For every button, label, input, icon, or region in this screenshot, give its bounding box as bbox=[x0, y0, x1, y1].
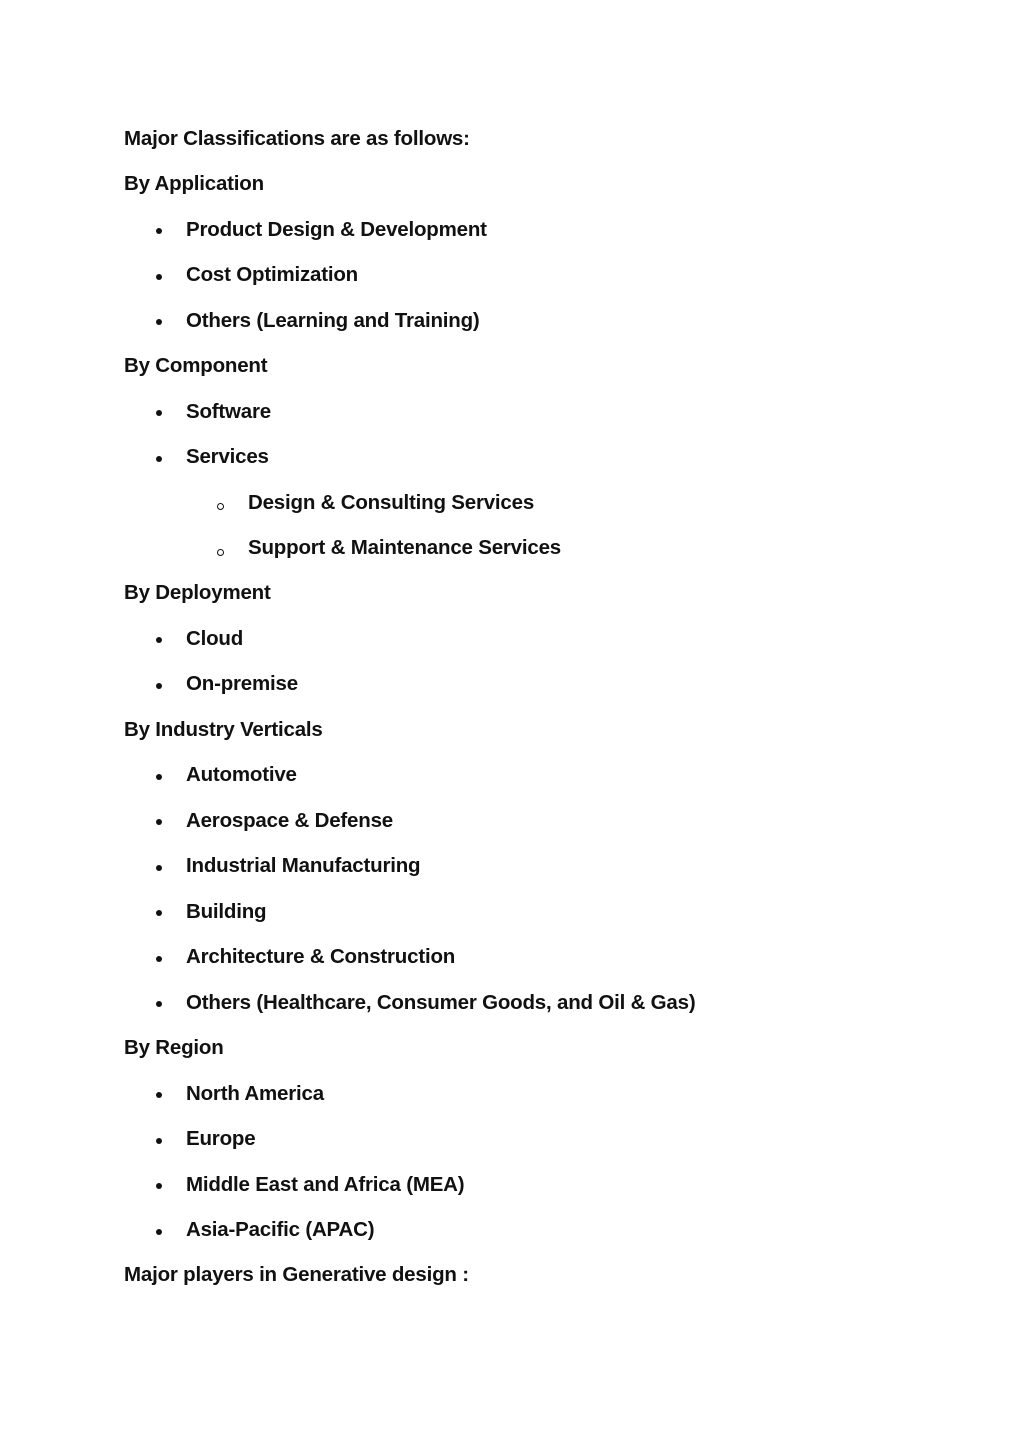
list-item: Middle East and Africa (MEA) bbox=[186, 1173, 465, 1196]
closing-heading: Major players in Generative design : bbox=[124, 1263, 469, 1286]
bullet-icon bbox=[156, 865, 162, 871]
bullet-icon bbox=[156, 1229, 162, 1235]
section-heading-component: By Component bbox=[124, 354, 268, 377]
intro-heading: Major Classifications are as follows: bbox=[124, 127, 470, 150]
bullet-icon bbox=[156, 1092, 162, 1098]
bullet-icon bbox=[156, 956, 162, 962]
list-item: Software bbox=[186, 400, 271, 423]
list-item: Europe bbox=[186, 1127, 256, 1150]
bullet-icon bbox=[156, 410, 162, 416]
list-item: Services bbox=[186, 445, 269, 468]
list-item: Product Design & Development bbox=[186, 218, 487, 241]
bullet-icon bbox=[156, 1183, 162, 1189]
bullet-icon bbox=[156, 819, 162, 825]
bullet-icon bbox=[156, 1138, 162, 1144]
list-item: Automotive bbox=[186, 763, 297, 786]
bullet-icon bbox=[156, 319, 162, 325]
list-item: On-premise bbox=[186, 672, 298, 695]
section-heading-industry-verticals: By Industry Verticals bbox=[124, 718, 323, 741]
sub-list-item: Support & Maintenance Services bbox=[248, 536, 561, 559]
section-heading-deployment: By Deployment bbox=[124, 581, 271, 604]
bullet-icon bbox=[156, 910, 162, 916]
bullet-icon bbox=[156, 1001, 162, 1007]
list-item: North America bbox=[186, 1082, 324, 1105]
list-item: Cost Optimization bbox=[186, 263, 358, 286]
bullet-icon bbox=[156, 637, 162, 643]
list-item: Cloud bbox=[186, 627, 244, 650]
list-item: Asia-Pacific (APAC) bbox=[186, 1218, 375, 1241]
list-item: Architecture & Construction bbox=[186, 945, 456, 968]
bullet-icon bbox=[156, 228, 162, 234]
bullet-icon bbox=[156, 683, 162, 689]
circle-bullet-icon bbox=[217, 549, 224, 556]
circle-bullet-icon bbox=[217, 503, 224, 510]
sub-list-item: Design & Consulting Services bbox=[248, 491, 535, 514]
bullet-icon bbox=[156, 774, 162, 780]
list-item: Others (Learning and Training) bbox=[186, 309, 480, 332]
section-heading-application: By Application bbox=[124, 172, 264, 195]
list-item: Industrial Manufacturing bbox=[186, 854, 421, 877]
list-item: Building bbox=[186, 900, 267, 923]
bullet-icon bbox=[156, 456, 162, 462]
list-item: Others (Healthcare, Consumer Goods, and Oil & Gas) bbox=[186, 991, 696, 1014]
bullet-icon bbox=[156, 274, 162, 280]
list-item: Aerospace & Defense bbox=[186, 809, 393, 832]
section-heading-region: By Region bbox=[124, 1036, 224, 1059]
